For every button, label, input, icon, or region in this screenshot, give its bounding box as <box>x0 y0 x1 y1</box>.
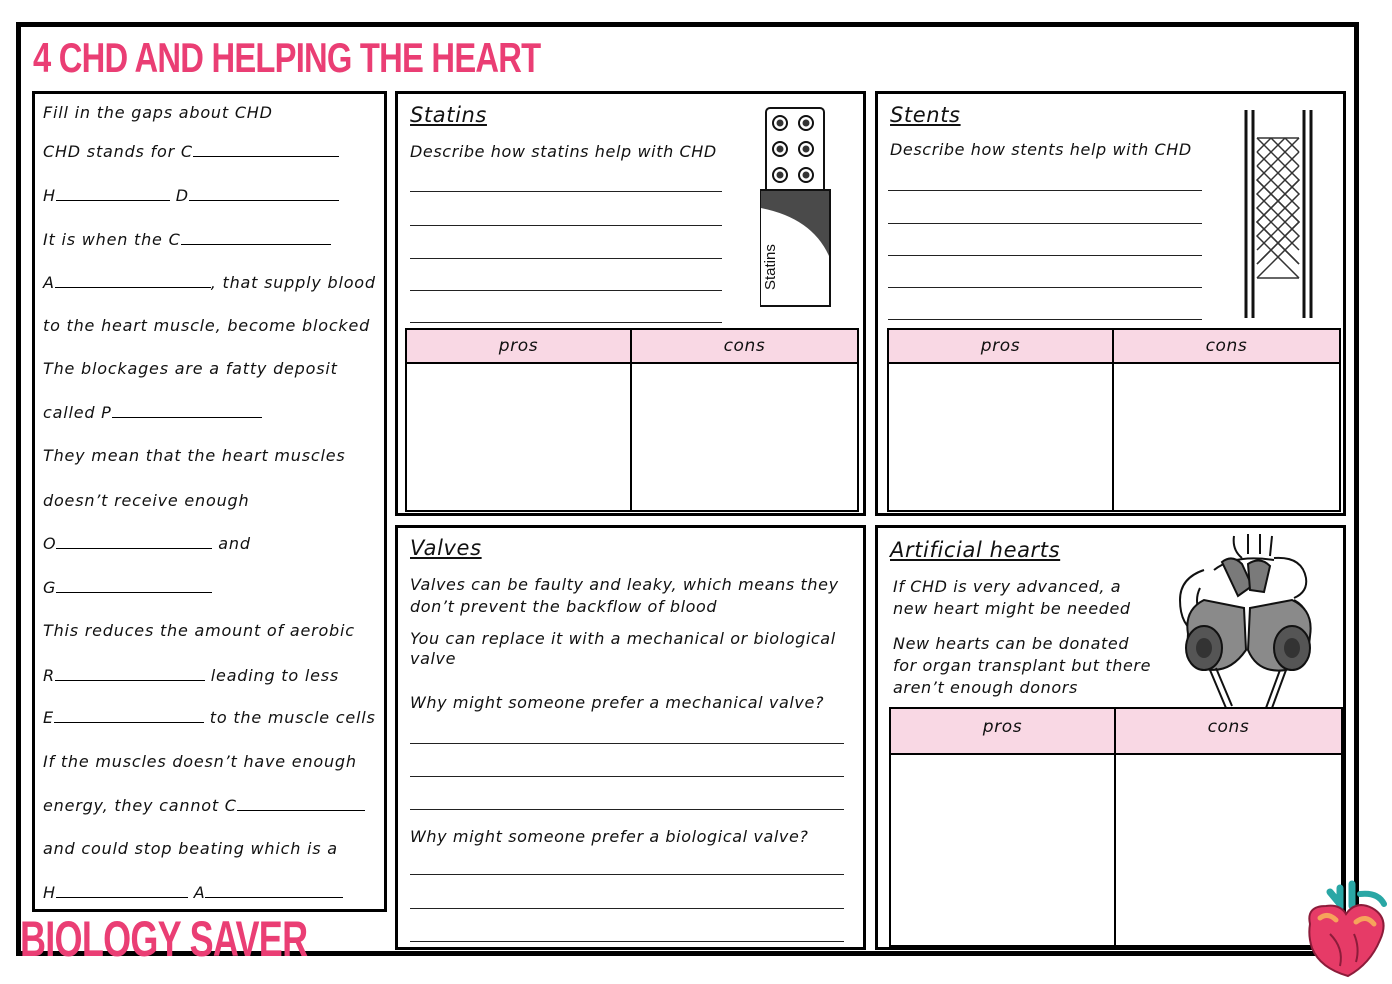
pros-header: pros <box>891 709 1116 755</box>
answer-line[interactable] <box>410 874 844 875</box>
gap-line: called P <box>43 403 262 422</box>
pros-cell[interactable] <box>407 364 632 510</box>
gap-line: The blockages are a fatty deposit <box>43 359 338 378</box>
valves-box <box>395 525 866 950</box>
answer-line[interactable] <box>888 255 1202 256</box>
stents-question: Describe how stents help with CHD <box>890 140 1192 159</box>
valves-heading: Valves <box>410 536 482 560</box>
gap-blank[interactable] <box>56 883 188 898</box>
biological-valve-question: Why might someone prefer a biological valve? <box>410 827 809 846</box>
gap-line: This reduces the amount of aerobic <box>43 621 355 640</box>
gap-line: It is when the C <box>43 230 331 249</box>
heart-logo-icon <box>1300 878 1390 978</box>
gap-line: G <box>43 578 212 597</box>
gap-blank[interactable] <box>56 578 212 593</box>
brand-logo: BIOLOGY SAVER <box>20 911 308 967</box>
answer-line[interactable] <box>410 258 722 259</box>
gap-line: If the muscles doesn’t have enough <box>43 752 357 771</box>
stent-image <box>1240 108 1318 320</box>
answer-line[interactable] <box>410 776 844 777</box>
cons-header: cons <box>1114 330 1339 364</box>
gap-blank[interactable] <box>237 796 365 811</box>
gap-line: energy, they cannot C <box>43 796 365 815</box>
gap-line: E to the muscle cells <box>43 708 376 727</box>
answer-line[interactable] <box>410 322 722 323</box>
answer-line[interactable] <box>410 809 844 810</box>
answer-line[interactable] <box>888 319 1202 320</box>
answer-line[interactable] <box>410 191 722 192</box>
artificial-paragraph-2: New hearts can be donated for organ transplant but there aren’t enough donors <box>893 634 1152 697</box>
gap-blank[interactable] <box>193 142 339 157</box>
gap-blank[interactable] <box>205 883 343 898</box>
artificial-hearts-heading: Artificial hearts <box>890 538 1061 562</box>
answer-line[interactable] <box>888 190 1202 191</box>
answer-line[interactable] <box>410 743 844 744</box>
gap-blank[interactable] <box>55 273 211 288</box>
artificial-pros-cons-table <box>889 707 1343 947</box>
statins-question: Describe how statins help with CHD <box>410 142 717 161</box>
answer-line[interactable] <box>888 223 1202 224</box>
answer-line[interactable] <box>888 287 1202 288</box>
mechanical-valve-question: Why might someone prefer a mechanical valve? <box>410 693 825 712</box>
page-title: 4 CHD AND HELPING THE HEART <box>33 34 541 81</box>
gap-line: H D <box>43 186 339 205</box>
answer-line[interactable] <box>410 908 844 909</box>
pros-cell[interactable] <box>891 743 1116 945</box>
statins-pros-cons-table <box>405 328 859 512</box>
gap-line: A , that supply blood <box>43 273 376 292</box>
gap-blank[interactable] <box>112 403 262 418</box>
artificial-paragraph-1: If CHD is very advanced, a new heart might be needed <box>893 577 1131 618</box>
gap-blank[interactable] <box>55 666 205 681</box>
statins-heading: Statins <box>410 103 487 127</box>
cons-header: cons <box>632 330 857 364</box>
pros-header: pros <box>889 330 1114 364</box>
answer-line[interactable] <box>410 225 722 226</box>
gap-line: to the heart muscle, become blocked <box>43 316 371 335</box>
gap-blank[interactable] <box>54 708 204 723</box>
artificial-heart-image <box>1174 530 1324 712</box>
gap-line: CHD stands for C <box>43 142 339 161</box>
gap-line: doesn’t receive enough <box>43 491 250 510</box>
gap-line: They mean that the heart muscles <box>43 446 346 465</box>
statins-box <box>395 91 866 516</box>
statins-pack-label: Statins <box>762 244 779 290</box>
valves-paragraph-1: Valves can be faulty and leaky, which means they don’t prevent the backflow of blood <box>410 575 839 616</box>
valves-paragraph-2: You can replace it with a mechanical or biological valve <box>410 629 836 668</box>
gaps-instruction: Fill in the gaps about CHD <box>43 103 273 122</box>
gap-blank[interactable] <box>189 186 339 201</box>
stents-box <box>875 91 1346 516</box>
pros-cell[interactable] <box>889 364 1114 510</box>
gap-line: and could stop beating which is a <box>43 839 338 858</box>
fill-gaps-box <box>32 91 387 912</box>
cons-cell[interactable] <box>1114 364 1339 510</box>
gap-blank[interactable] <box>181 230 331 245</box>
gap-line: H A <box>43 883 343 902</box>
answer-line[interactable] <box>410 941 844 942</box>
gap-blank[interactable] <box>56 186 170 201</box>
gap-line: O and <box>43 534 251 553</box>
gap-blank[interactable] <box>56 534 212 549</box>
cons-header: cons <box>1116 709 1341 755</box>
pros-header: pros <box>407 330 632 364</box>
stents-heading: Stents <box>890 103 961 127</box>
cons-cell[interactable] <box>632 364 857 510</box>
answer-line[interactable] <box>410 290 722 291</box>
stents-pros-cons-table <box>887 328 1341 512</box>
artificial-hearts-box <box>875 525 1346 950</box>
gap-line: R leading to less <box>43 666 339 685</box>
